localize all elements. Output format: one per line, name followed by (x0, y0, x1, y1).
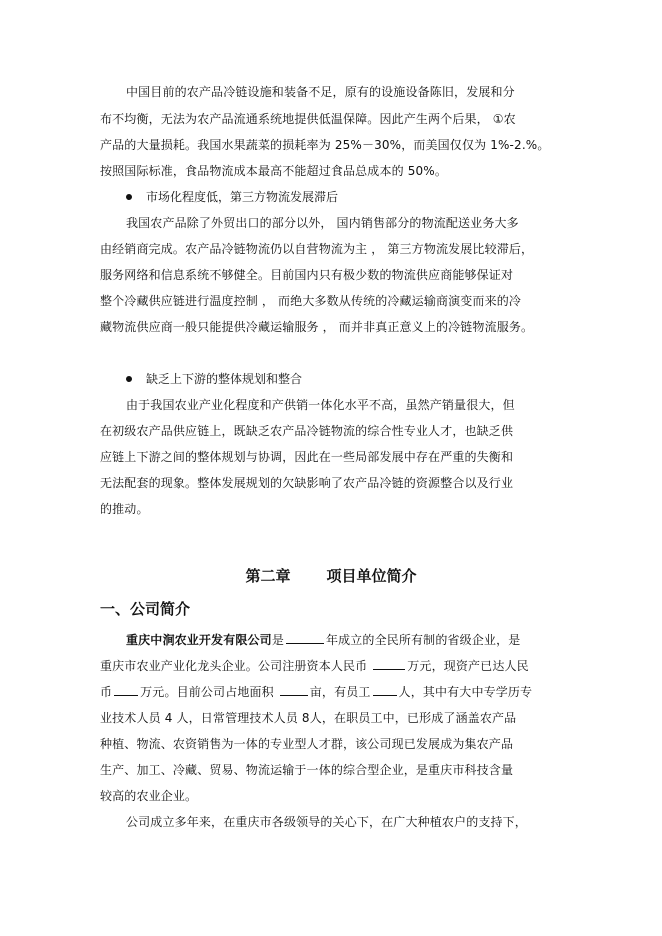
paragraph-line: 产品的大量损耗。我国水果蔬菜的损耗率为 25%－30%，而美国仅仅为 1%-2.%。 (100, 138, 550, 152)
blank-field (373, 684, 397, 696)
paragraph-line: 服务网络和信息系统不够健全。目前国内只有极少数的物流供应商能够保证对 (100, 268, 514, 282)
paragraph-line: 种植、物流、农资销售为一体的专业型人才群，该公司现已发展成为集农产品 (100, 737, 514, 751)
paragraph-line: 较高的农业企业。 (100, 789, 198, 803)
paragraph-line: 由于我国农业产业化程度和产供销一体化水平不高，虽然产销量很大，但 (126, 398, 515, 412)
paragraph-line: 中国目前的农产品冷链设施和装备不足，原有的设施设备陈旧，发展和分 (126, 85, 515, 99)
paragraph-line: 由经销商完成。农产品冷链物流仍以自营物流为主 ， 第三方物流发展比较滞后， (100, 242, 534, 256)
paragraph-line: 生产、加工、冷藏、贸易、物流运输于一体的综合型企业，是重庆市科技含量 (100, 763, 514, 777)
paragraph-line: 布不均衡，无法为农产品流通系统地提供低温保障。因此产生两个后果， ①农 (100, 112, 516, 126)
chapter-number: 第二章 (245, 567, 291, 585)
bullet-heading-market (126, 189, 338, 205)
paragraph-line: 应链上下游之间的整体规划与协调，因此在一些局部发展中存在严重的失衡和 (100, 450, 514, 464)
paragraph-line: 币 万元。目前公司占地面积 亩，有员工 人，其中有大中专学历专 (100, 685, 533, 699)
bullet-heading-text: 市场化程度低，第三方物流发展滞后 (146, 190, 339, 204)
paragraph-line: 按照国际标准，食品物流成本最高不能超过食品总成本的 50%。 (100, 164, 447, 178)
bullet-heading-planning (126, 371, 302, 387)
paragraph-line: 重庆市农业产业化龙头企业。公司注册资本人民币 万元，现资产已达人民 (100, 659, 529, 673)
chapter-heading (0, 566, 662, 586)
chapter-title: 项目单位简介 (326, 567, 417, 585)
bullet-dot-icon (126, 194, 132, 200)
paragraph-line: 无法配套的现象。整体发展规划的欠缺影响了农产品冷链的资源整合以及行业 (100, 476, 514, 490)
paragraph-line: 藏物流供应商一般只能提供冷藏运输服务 ， 而并非真正意义上的冷链物流服务。 (100, 320, 534, 334)
paragraph-line: 的推动。 (100, 502, 149, 516)
company-name: 重庆中涧农业开发有限公司 (126, 633, 272, 647)
paragraph-line: 业技术人员 4 人，日常管理技术人员 8人，在职员工中，已形成了涵盖农产品 (100, 711, 517, 725)
paragraph-line: 公司成立多年来，在重庆市各级领导的关心下，在广大种植农户的支持下， (126, 815, 527, 829)
section-heading: 一、公司简介 (100, 600, 191, 618)
bullet-dot-icon (126, 376, 132, 382)
paragraph-line: 在初级农产品供应链上，既缺乏农产品冷链物流的综合性专业人才，也缺乏供 (100, 424, 514, 438)
paragraph-line: 我国农产品除了外贸出口的部分以外， 国内销售部分的物流配送业务大多 (126, 216, 519, 230)
paragraph-line: 整个冷藏供应链进行温度控制 ， 而绝大多数从传统的冷藏运输商演变而来的冷 (100, 294, 522, 308)
bullet-heading-text: 缺乏上下游的整体规划和整合 (146, 372, 303, 386)
blank-field (373, 658, 405, 670)
blank-field (280, 684, 308, 696)
paragraph-line: 重庆中涧农业开发有限公司是 年成立的全民所有制的省级企业，是 (126, 633, 521, 647)
blank-field (286, 632, 324, 644)
blank-field (114, 684, 138, 696)
